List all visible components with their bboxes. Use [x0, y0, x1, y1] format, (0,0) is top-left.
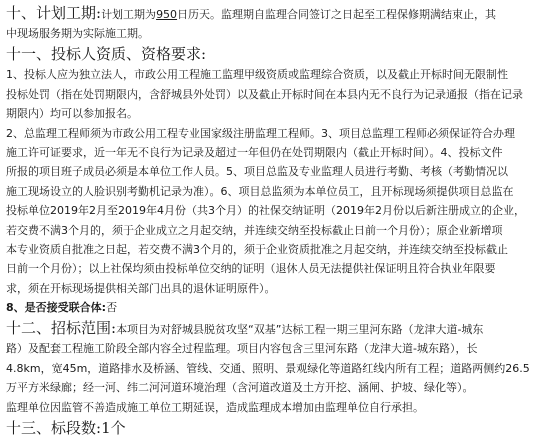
section-11-line-1: 1、投标人应为独立法人，市政公用工程施工监理甲级资质或监理综合资质，以及截止开标时间无限制性: [6, 68, 508, 82]
section-10-line-2: 中现场服务期为实际施工期。: [6, 27, 149, 40]
section-12-line-4: 万平方米绿廊；经一河、纬二河河道环境治理（含河道改道及土方开挖、涵闸、护坡、绿化等）。: [6, 381, 474, 395]
section-11-line-12: 求，须在开标现场提供相关部门出具的退休证明原件）。: [6, 281, 276, 295]
section-11-line-3: 期限内）均可以参加报名。: [6, 107, 138, 121]
consortium-line: [6, 298, 549, 317]
section-11-line-7: 施工现场设立的人脸识别考勤机记录为准）。6、项目总监须为本单位员工，且开标现场须提供项目总监在: [6, 184, 514, 198]
section-11-line-11: 日前一个月份）；以上社保均须由投标单位交纳的证明（退休人员无法提供社保证明且符合执业年限要: [6, 262, 496, 276]
section-12-line-2: 路）及配套工程施工阶段全部内容全过程监理。项目内容包含三里河东路（龙津大道-城东路），长: [6, 342, 478, 356]
section-12-line-1: [6, 317, 549, 339]
section-12-line-3: 4.8km，宽45m，道路排水及桥涵、管线、交通、照明、景观绿化等道路红线内所有工程；道路两侧约26.5: [6, 361, 530, 375]
section-10-line-1: [6, 2, 549, 24]
section-11-line-5: 施工许可证要求，近一年无不良行为记录及超过一年但仍在处罚期限内（截止开标时间）。4、投标文件: [6, 145, 503, 159]
section-10-text-b: 日历天。监理期自监理合同签订之日起至工程保修期满结束止，其: [177, 8, 497, 21]
section-11-line-2: 投标处罚（指在处罚期限内，含舒城县外处罚）以及截止开标时间在本县内无不良行为记录通报（指在记录: [6, 87, 523, 101]
section-13-line: [6, 417, 549, 439]
section-11-line-9: 若交费不满3个月的，须于企业成立之月起交纳，并连续交纳至投标截止日前一个月份）；原企业新增项: [6, 223, 503, 237]
section-11-heading: 十一、投标人资质、资格要求:: [6, 45, 207, 64]
planned-duration-days: 950: [156, 8, 178, 21]
section-12-text-first: 本项目为对舒城县脱贫攻坚“双基”达标工程一期三里河东路（龙津大道-城东: [116, 323, 484, 337]
section-13-value: 1个: [101, 419, 126, 438]
consortium-label: 8、是否接受联合体:: [6, 301, 107, 315]
section-10-text-a: 计划工期为: [101, 8, 157, 21]
section-11-line-4: 2、总监理工程师须为市政公用工程专业国家级注册监理工程师。3、项目总监理工程师必须保证符合办理: [6, 126, 515, 140]
section-12-line-5: 监理单位因监管不善造成施工单位工期延误，造成监理成本增加由监理单位自行承担。: [6, 400, 424, 414]
section-13-heading: 十三、标段数:: [6, 419, 102, 438]
consortium-value: 否: [106, 301, 118, 315]
section-10-heading: 十、计划工期:: [6, 4, 102, 22]
section-12-heading: 十二、招标范围:: [6, 319, 117, 338]
section-11-line-8: 投标单位2019年2月至2019年4月份（共3个月）的社保交纳证明（2019年2月份以后新注册成立的企业，: [6, 204, 525, 218]
section-11-line-10: 本专业资质自批准之日起，若交费不满3个月的，须于企业资质批准之月起交纳，并连续交纳至投标截止: [6, 242, 508, 256]
section-11-line-6: 所报的项目班子成员必须是本单位工作人员。5、项目总监及专业监理人员进行考勤、考核（考勤情况以: [6, 165, 508, 179]
